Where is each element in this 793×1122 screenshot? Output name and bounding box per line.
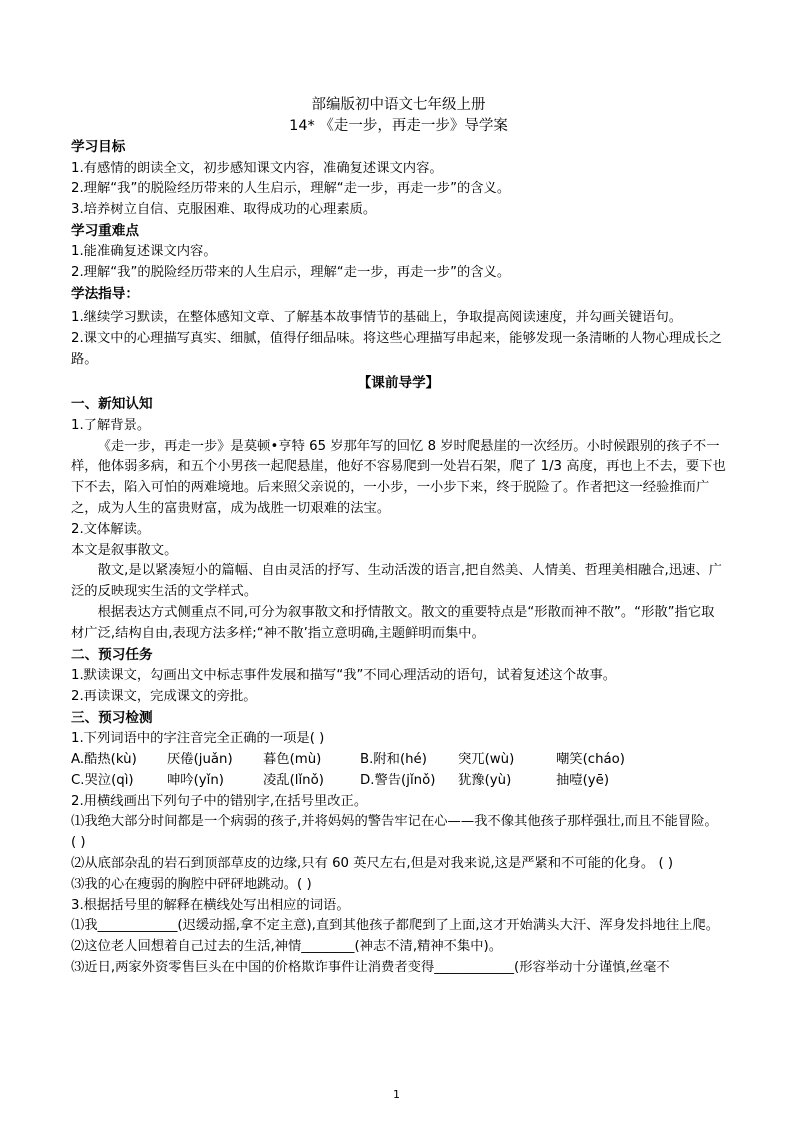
- key-item: 1.能准确复述课文内容。: [71, 244, 217, 260]
- document-page: [71, 95, 726, 979]
- question-2-c: ⑶我的心在瘦弱的胸腔中砰砰地跳动。( ): [71, 876, 312, 892]
- option-d-2: 犹豫(yù): [458, 772, 512, 788]
- page-number: 1: [393, 1088, 400, 1101]
- goal-item: 2.理解“我”的脱险经历带来的人生启示，理解“走一步，再走一步”的含义。: [71, 181, 511, 197]
- doc-subtitle: 14* 《走一步，再走一步》导学案: [289, 118, 508, 134]
- option-b-2: 突兀(wù): [458, 752, 515, 768]
- genre-title: 2.文体解读。: [71, 521, 151, 537]
- section-preview-test: 三、预习检测: [71, 709, 153, 726]
- question-3-b: ⑵这位老人回想着自己过去的生活,神情________(神志不清,精神不集中)。: [71, 939, 503, 955]
- goal-item: 1.有感情的朗读全文，初步感知课文内容，准确复述课文内容。: [71, 160, 443, 176]
- question-3-c: ⑶近日,两家外资零售巨头在中国的价格欺诈事件让消费者变得____________(形容举动十分谨慎,丝毫不: [71, 960, 670, 975]
- option-b-1: B.附和(hé): [360, 752, 427, 768]
- question-1: 1.下列词语中的字注音完全正确的一项是( ): [71, 731, 325, 747]
- option-b-3: 嘲笑(cháo): [556, 752, 625, 768]
- option-d-3: 抽噎(yē): [556, 772, 610, 788]
- options-row-ab: [71, 750, 726, 771]
- option-a-1: A.酷热(kù): [71, 752, 137, 768]
- options-row-cd: [71, 771, 726, 792]
- goals-heading: 学习目标: [71, 139, 126, 155]
- option-a-2: 厌倦(juǎn): [167, 752, 233, 768]
- option-a-3: 暮色(mù): [263, 752, 322, 768]
- genre-paragraph: 根据表达方式侧重点不同,可分为叙事散文和抒情散文。散文的重要特点是“形散而神不散”。“形散”指它取材广泛,结构自由,表现方法多样;“神不散’指立意明确,主题鲜明而集中。: [71, 605, 715, 641]
- background-text: 《走一步，再走一步》是莫顿•亨特 65 岁那年写的回忆 8 岁时爬悬崖的一次经历。小时候跟别的孩子不一样，他体弱多病，和五个小男孩一起爬悬崖，他好不容易爬到一处岩石架，爬了 1/3 高度，再也上不去，要下也下不去，陷入可怕的两难境地。后来照父亲说的，一小步，一小步下来，终于脱险了。作者把这一经验推而广之，成为人生的富贵财富，成为战胜一切艰难的法宝。: [71, 438, 726, 517]
- keys-heading: 学习重难点: [71, 222, 139, 239]
- section-preview-tasks: 二、预习任务: [71, 646, 153, 663]
- pre-study-heading: 【课前导学】: [357, 374, 440, 391]
- background-title: 1.了解背景。: [71, 417, 151, 433]
- method-heading: 学法指导：: [71, 285, 139, 302]
- section-new-knowledge: 一、新知认知: [71, 396, 153, 413]
- question-3: 3.根据括号里的解释在横线处写出相应的词语。: [71, 897, 350, 913]
- question-3-a: ⑴我____________(迟缓动摇,拿不定主意),直到其他孩子都爬到了上面,这才开始满头大汗、浑身发抖地往上爬。: [71, 918, 720, 934]
- method-item: 2.课文中的心理描写真实、细腻，值得仔细品味。将这些心理描写串起来，能够发现一条清晰的人物心理成长之路。: [71, 331, 722, 368]
- genre-paragraph: 散文,是以紧凑短小的篇幅、自由灵活的抒写、生动活泼的语言,把自然美、人情美、哲理美相融合,迅速、广泛的反映现实生活的文学样式。: [71, 563, 722, 600]
- goal-item: 3.培养树立自信、克服困难、取得成功的心理素质。: [71, 202, 377, 218]
- option-c-3: 凌乱(lǐnǒ): [263, 772, 324, 788]
- question-2-a: ⑴我绝大部分时间都是一个病弱的孩子,并将妈妈的警告牢记在心——我不像其他孩子那样强壮,而且不能冒险。 ( ): [71, 814, 718, 851]
- method-item: 1.继续学习默读，在整体感知文章、了解基本故事情节的基础上，争取提高阅读速度，并勾画关键语句。: [71, 310, 683, 326]
- option-d-1: D.警告(jǐnǒ): [360, 772, 436, 788]
- task-item: 1.默读课文，勾画出文中标志事件发展和描写“我”不同心理活动的语句，试着复述这个故事。: [71, 668, 617, 684]
- genre-line: 本文是叙事散文。: [71, 542, 178, 558]
- question-2: 2.用横线画出下列句子中的错别字,在括号里改正。: [71, 793, 368, 809]
- option-c-1: C.哭泣(qì): [71, 772, 134, 788]
- task-item: 2.再读课文，完成课文的旁批。: [71, 688, 257, 704]
- key-item: 2.理解“我”的脱险经历带来的人生启示，理解“走一步，再走一步”的含义。: [71, 265, 511, 281]
- question-2-b: ⑵从底部杂乱的岩石到顶部草皮的边缘,只有 60 英尺左右,但是对我来说,这是严紧和不可能的化身。 ( ): [71, 856, 674, 872]
- option-c-2: 呻吟(yǐn): [167, 772, 224, 788]
- doc-title: 部编版初中语文七年级上册: [311, 97, 486, 113]
